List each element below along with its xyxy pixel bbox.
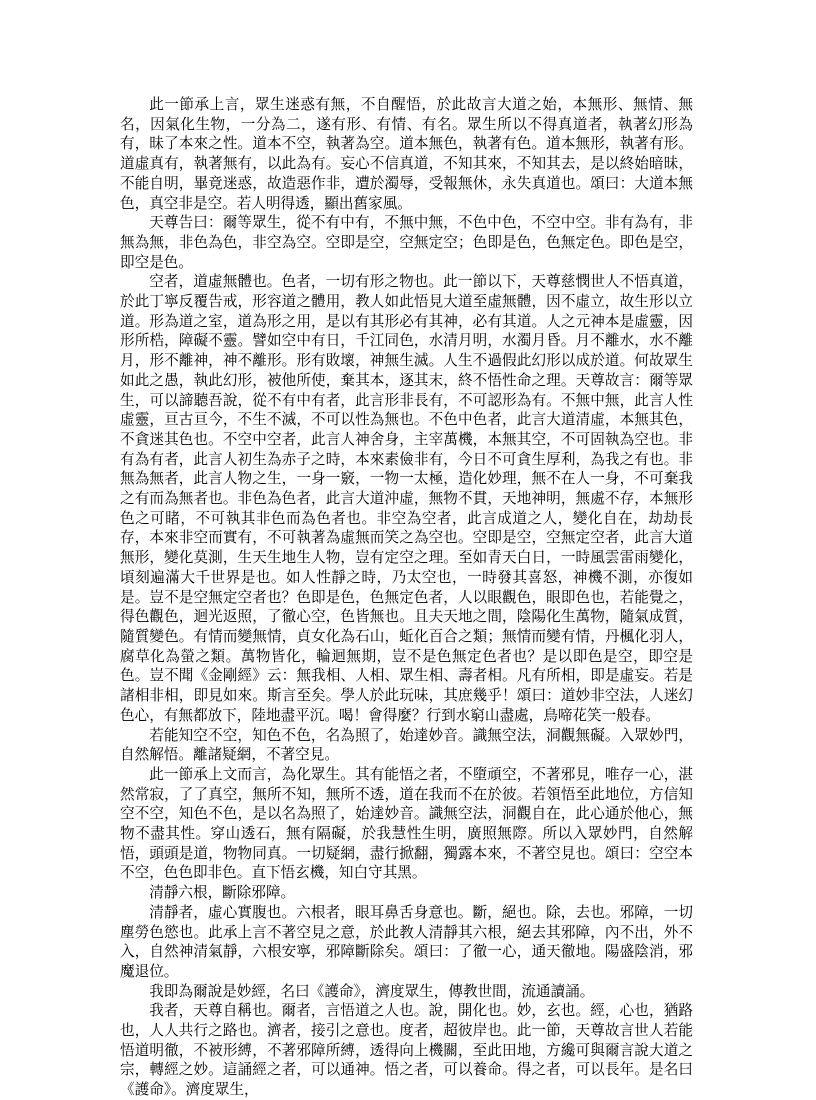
commentary-paragraph-5: 我者，天尊自稱也。爾者，言悟道之人也。說，開化也。妙，玄也。經，心也，猶路也，人人共行之路也。濟者，接引之意也。度者，超彼岸也。此一節，天尊故言世人若能悟道明徹，不被形縛，不著邪障所縛，透得向上機關，至此田地，方纔可與爾言說大道之宗，轉經之妙。這誦經之者，可以通神。悟之者，可以養命。得之者，可以長年。是名曰《護命》。濟度眾生， — [120, 1002, 693, 1099]
commentary-paragraph-2: 空者，道虛無體也。色者，一切有形之物也。此一節以下，天尊慈憫世人不悟真道，於此丁寧反覆告戒，形容道之體用，教人如此悟見大道至虛無體，因不虛立，故生形以立道。形為道之室，道為形之用，是以有其形必有其神，必有其道。人之元神本是虛靈，因形所梏，障礙不靈。譬如空中有日，千江同色，水清月明，水濁月昏。月不離水，水不離月，形不離神，神不離形。形有敗壞，神無生滅。人生不過假此幻形以成於道。何故眾生如此之愚，執此幻形，被他所使，棄其本，逐其末，終不悟性命之理。天尊故言：爾等眾生，可以諦聽吾說，從不有中有者，此言形非長有，不可認形為有。不無中無，此言人性虛靈，亘古亘今，不生不滅，不可以性為無也。不色中色者，此言大道清虛，本無其色，不貪迷其色也。不空中空者，此言人神舍身，主宰萬機，本無其空，不可固執為空也。非有為有者，此言人初生為赤子之時，本來素儉非有，今日不可貪生厚利，為我之有也。非無為無者，此言人物之生，一身一竅，一物一太極，造化妙理，無不在人一身，不可棄我之有而為無者也。非色為色者，此言大道沖虛，無物不貫，天地神明，無處不存，本無形色之可睹，不可執其非色而為色者也。非空為空者，此言成道之人，變化自在，劫劫長存，本來非空而實有，不可執著為虛無而笑之為空也。空即是空，空無定空者，此言大道無形，變化莫測，生天生地生人物，豈有定空之理。至如青天白日，一時風雲雷雨變化，頃刻遍滿大千世界是也。如人性靜之時，乃太空也，一時發其喜怒，神機不測，亦復如是。豈不是空無定空者也？色即是色，色無定色者，人以眼觀色，眼即色也，若能覺之，得色觀色，迴光返照，了徹心空，色皆無也。且夫天地之間，陰陽化生萬物，隨氣成質，隨質變色。有情而變無情，貞女化為石山，蚯化百合之類；無情而變有情，丹楓化羽人，腐草化為螢之類。萬物皆化，輪迴無期，豈不是色無定色者也？是以即色是空，即空是色。豈不聞《金剛經》云：無我相、人相、眾生相、壽者相。凡有所相，即是虛妄。若是諸相非相，即見如來。斯言至矣。學人於此玩味，其庶幾乎！頌曰：道妙非空法，人迷幻色心，有無都放下，陸地盡平沉。喝！會得麼？行到水窮山盡處，鳥啼花笑一般春。 — [120, 273, 693, 724]
scripture-verse-4: 我即為爾說是妙經，名曰《護命》，濟度眾生，傳教世間，流通讀誦。 — [149, 982, 595, 1000]
scripture-verse-2: 若能知空不空，知色不色，名為照了，始達妙音。識無空法，洞觀無礙。入眾妙門，自然解悟。離諸疑網，不著空見。 — [120, 726, 693, 764]
commentary-paragraph-1: 此一節承上言，眾生迷惑有無，不自醒悟，於此故言大道之始，本無形、無情、無名，因氣化生物，一分為二，遂有形、有情、有名。眾生所以不得真道者，執著幻形為有，昧了本來之性。道本不空，執著為空。道本無色，執著有色。道本無形，執著有形。道虛真有，執著無有，以此為有。妄心不信真道，不知其來，不知其去，是以終始暗昧，不能自明，畢竟迷惑，故造惡作非，遭於濁辱，受報無休，永失真道也。頌曰：大道本無色，真空非是空。若人明得透，顯出舊家風。 — [120, 96, 693, 212]
commentary-paragraph-3: 此一節承上文而言，為化眾生。其有能悟之者，不墮頑空，不著邪見，唯存一心，湛然常寂，了了真空，無所不知，無所不透，道在我而不在於彼。若領悟至此地位，方信知空不空，知色不色，是以名為照了，始達妙音。識無空法，洞觀自在，此心通於他心，無物不盡其性。穿山透石，無有隔礙，於我慧性生明，廣照無際。所以入眾妙門，自然解悟，頭頭是道，物物同真。一切疑網，盡行掀翻，獨露本來，不著空見也。頌曰：空空本不空，色色即非色。直下悟玄機，知白守其黑。 — [120, 765, 693, 882]
scripture-verse-3: 清靜六根，斷除邪障。 — [149, 884, 296, 902]
scripture-verse-1: 天尊告曰：爾等眾生，從不有中有，不無中無，不色中色，不空中空。非有為有，非無為無，非色為色，非空為空。空即是空，空無定空；色即是色，色無定色。即色是空，即空是色。 — [120, 214, 693, 271]
commentary-paragraph-4: 清靜者，虛心實腹也。六根者，眼耳鼻舌身意也。斷，絕也。除，去也。邪障，一切塵勞色慾也。此承上言不著空見之意，於此教人清靜其六根，絕去其邪障，內不出，外不入，自然神清氣靜，六根安寧，邪障斷除矣。頌曰：了徹一心，通天徹地。陽盛陰消，邪魔退位。 — [120, 903, 693, 980]
